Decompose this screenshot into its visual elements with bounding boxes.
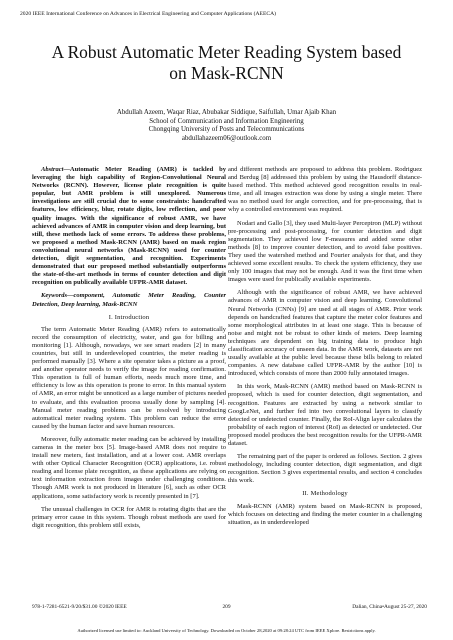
right-column	[228, 166, 422, 532]
paper-title	[0, 42, 453, 84]
conference-header: 2020 IEEE International Conference on Advances in Electrical Engineering and Computer Applications (AEECA)	[20, 11, 276, 17]
intro-paragraph: The unusual challenges in OCR for AMR is rotating digits that are the primary error cause in this system. Though robust methods are used for digit recognition, this problem still exists,	[32, 505, 226, 529]
body-paragraph: In this work, Mask-RCNN (AMR) method based on Mask-RCNN is proposed, which is used for counter detection, digit segmentation, and recognition. Features are extracted by using a network similar to GoogLeNet, and further fed into two convolutional layers to classify detected or undetected counter. Finally, the RoI-Align layer calculates the probability of each region of interest (RoI) as detected or undetected. Our proposed model produces the best recognition results for the UFPR-AMR dataset.	[228, 383, 422, 447]
intro-paragraph: Moreover, fully automatic meter reading can be achieved by installing cameras in the meter box [5]. Image-based AMR does not require to install new meters, fast installation, and at a lower cost. AMR overlaps with other Optical Character Recognition (OCR) applications, i.e. robust reading and license plate recognition, as these applications are relying on text information extraction from images under challenging conditions. Though AMR work is not produced in literature [6], such as other OCR applications, some satisfactory work is recently presented in [7].	[32, 435, 226, 500]
body-paragraph: The remaining part of the paper is ordered as follows. Section. 2 gives methodology, including counter detection, digit segmentation, and digit recognition. Section 3 gives experimental results, and section 4 concludes this work.	[228, 453, 422, 485]
section-heading-introduction: I. Introduction	[108, 313, 150, 321]
left-column	[32, 166, 226, 535]
license-notice: Authorized licensed use limited to: Auckland University of Technology. Downloaded on October 28,2020 at 09:28:24 UTC from IEEE Xplore. Restrictions apply.	[77, 628, 376, 633]
page-number: 209	[222, 604, 231, 610]
author-email: abdullahazeem06@outlook.com	[181, 134, 272, 142]
abstract-text: —Automatic Meter Reading (AMR) is tackled by leveraging the high capability of Region-Convolutional Neural Networks (RCNN). However, license plate recognition is quite popular, but AMR problem is still unexplored. Numerous investigations are still crucial due to some constraints: handcrafted features, low efficiency, blur, rotate digits, low reflection, and poor quality images. With the significance of robust AMR, we have achieved advances of AMR in computer vision and deep learning, but still, these methods lack of some errors. To address these problems, we proposed a method Mask-RCNN (AMR) based on mask region convolutional neural networks (Mask-RCNN) used for counter detection, digit segmentation, and recognition. Experiments demonstrated that our proposed method substantially outperforms the state-of-the-art methods in terms of counter detection and digit recognition on publically available UFPR-AMR dataset.	[32, 166, 226, 287]
body-paragraph: Although with the significance of robust AMR, we have achieved advances of AMR in computer vision and deep learning. Convolutional Neural Networks (CNNs) [9] are used at all stages of AMR. Prior work depends on handcrafted features that capture the meter color features and some morphological attributes in at least one stage. This is because of noise and might not be robust to other kinds of meters. Deep learning techniques are dependent on big training data to produce high classification accuracy of unseen data. In the AMR work, datasets are not usually available at the public level because these bills belong to related companies. A new database called UFPR-AMR by the author [10] is introduced, which consists of more than 2000 fully annotated images.	[228, 289, 422, 378]
affiliation-school: School of Communication and Information Engineering	[149, 117, 304, 125]
title-line-1: A Robust Automatic Meter Reading System based	[51, 42, 402, 62]
keywords-text: —component, Automatic Meter Reading, Counter Detection, Deep learning, Mask-RCNN	[32, 292, 226, 308]
author-names: Abdullah Azeem, Waqar Riaz, Abubakar Siddique, Saifullah, Umar Ajaib Khan	[116, 109, 337, 116]
author-block	[0, 109, 453, 143]
footer-isbn: 978-1-7281-6521-9/20/$31.00 ©2020 IEEE	[32, 604, 127, 610]
section-heading-methodology: II. Methodology	[302, 490, 348, 498]
title-line-2: on Mask-RCNN	[169, 63, 284, 83]
body-paragraph: and different methods are proposed to address this problem. Rodriguez and Berdug [8] addressed this problem by using the Hausdorff distance-based method. This method achieved good recognition results in real-time, and all images extraction was done by using a single meter. There was no method used for angle correction, and for pre-processing, that is why a controlled environment was required.	[228, 166, 422, 214]
keywords	[32, 292, 226, 308]
methodology-paragraph: Mask-RCNN (AMR) system based on Mask-RCNN is proposed, which focuses on detecting and finding the meter counter in a challenging situation, as in underdeveloped	[228, 502, 422, 526]
keywords-label: Keywords	[41, 292, 67, 300]
footer-location-date: Dalian, China•August 25-27, 2020	[352, 604, 427, 610]
affiliation-university: Chongqing University of Posts and Telecommunications	[148, 126, 305, 134]
abstract-label: Abstract	[41, 166, 64, 173]
body-paragraph: Nodari and Gallo [3], they used Multi-layer Perceptron (MLP) without pre-processing and post-processing, for counter detection and digit segmentation. They achieved low F-measures and added some other methods [8] to improve counter detection, and to avoid false positives. They used the watershed method and Fourier analysis for that, and they achieved some excellent results. To check the system efficiency, they use only 100 images that may not be enough. And it was the first time when images were used for publically available experiments.	[228, 219, 422, 284]
intro-paragraph: The term Automatic Meter Reading (AMR) refers to automatically record the consumption of electricity, water, and gas for billing and monitoring [1]. Although, nowadays, we see smart readers [2] in many countries, but still in underdeveloped countries, the meter reading is performed manually [3]. Where a site operator takes a picture as a proof, and another operator needs to verify the image for reading confirmation. This operation is full of human efforts, needs much more time, and efficiency is low as this operation is prone to error. In this manual system of AMR, an error might be unnoticed as a large number of pictures needed to evaluate, and this evaluation process usually done by sampling [4]. Manual meter reading problems can be resolved by introducing automatical meter reading system. This problem can reduce the error caused by the human factor and save human resources.	[32, 325, 226, 430]
abstract	[32, 166, 226, 287]
